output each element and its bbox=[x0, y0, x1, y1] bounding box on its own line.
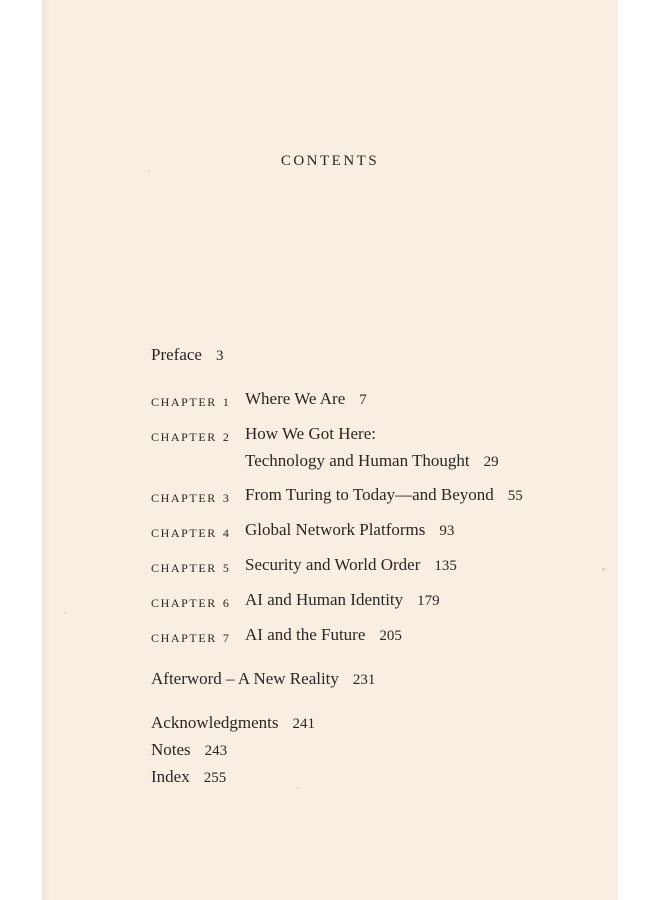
chapter-label-4: CHAPTER 4 bbox=[151, 526, 231, 540]
entry-page: 179 bbox=[417, 593, 440, 609]
entry-title: Notes bbox=[151, 740, 191, 759]
toc-entry-chapter-3[interactable] bbox=[245, 485, 523, 505]
entry-page: 7 bbox=[359, 392, 367, 408]
chapter-label-6: CHAPTER 6 bbox=[151, 596, 231, 610]
entry-page: 93 bbox=[439, 523, 455, 539]
entry-page: 243 bbox=[204, 743, 228, 759]
chapter-label-1: CHAPTER 1 bbox=[151, 395, 231, 409]
toc-entry-chapter-6[interactable] bbox=[245, 590, 440, 610]
entry-title: Afterword – A New Reality bbox=[151, 669, 339, 688]
paper-speck bbox=[297, 787, 299, 789]
toc-entry-chapter-1[interactable] bbox=[245, 389, 367, 409]
entry-page: 135 bbox=[434, 558, 457, 574]
entry-title-line-1: How We Got Here: bbox=[245, 424, 376, 443]
toc-entry-chapter-4[interactable] bbox=[245, 520, 454, 540]
toc-entry-notes[interactable] bbox=[151, 740, 227, 760]
toc-entry-chapter-5[interactable] bbox=[245, 555, 457, 575]
chapter-label-3: CHAPTER 3 bbox=[151, 491, 231, 505]
toc-entry-acknowledgments[interactable] bbox=[151, 713, 315, 733]
entry-title: Acknowledgments bbox=[151, 713, 279, 732]
entry-page: 55 bbox=[507, 488, 523, 504]
paper-speck bbox=[602, 568, 605, 571]
entry-page: 255 bbox=[203, 770, 227, 786]
toc-entry-afterword[interactable] bbox=[151, 669, 375, 689]
entry-title: AI and Human Identity bbox=[245, 590, 404, 609]
paper-speck bbox=[148, 170, 150, 172]
entry-page: 205 bbox=[379, 628, 402, 644]
chapter-label-5: CHAPTER 5 bbox=[151, 561, 231, 575]
toc-entry-chapter-7[interactable] bbox=[245, 625, 402, 645]
toc-entry-chapter-2[interactable] bbox=[245, 424, 376, 444]
entry-title: Security and World Order bbox=[245, 555, 421, 574]
entry-title: Index bbox=[151, 767, 190, 786]
paper-speck bbox=[64, 612, 66, 614]
toc-entry-chapter-2-continued[interactable] bbox=[245, 451, 499, 471]
book-page bbox=[42, 0, 618, 900]
entry-title: Where We Are bbox=[245, 389, 346, 408]
entry-page: 231 bbox=[352, 672, 376, 688]
page-gutter bbox=[42, 0, 50, 900]
chapter-label-7: CHAPTER 7 bbox=[151, 631, 231, 645]
entry-title-line-2: Technology and Human Thought bbox=[245, 451, 470, 470]
entry-page: 29 bbox=[483, 454, 499, 470]
entry-page: 3 bbox=[215, 348, 224, 364]
toc-entry-preface[interactable] bbox=[151, 345, 223, 365]
toc-entry-index[interactable] bbox=[151, 767, 226, 787]
entry-title: From Turing to Today—and Beyond bbox=[245, 485, 494, 504]
entry-page: 241 bbox=[292, 716, 315, 732]
entry-title: AI and the Future bbox=[245, 625, 366, 644]
entry-title: Preface bbox=[151, 345, 202, 364]
chapter-label-2: CHAPTER 2 bbox=[151, 430, 231, 444]
entry-title: Global Network Platforms bbox=[245, 520, 426, 539]
contents-heading: CONTENTS bbox=[280, 153, 380, 169]
